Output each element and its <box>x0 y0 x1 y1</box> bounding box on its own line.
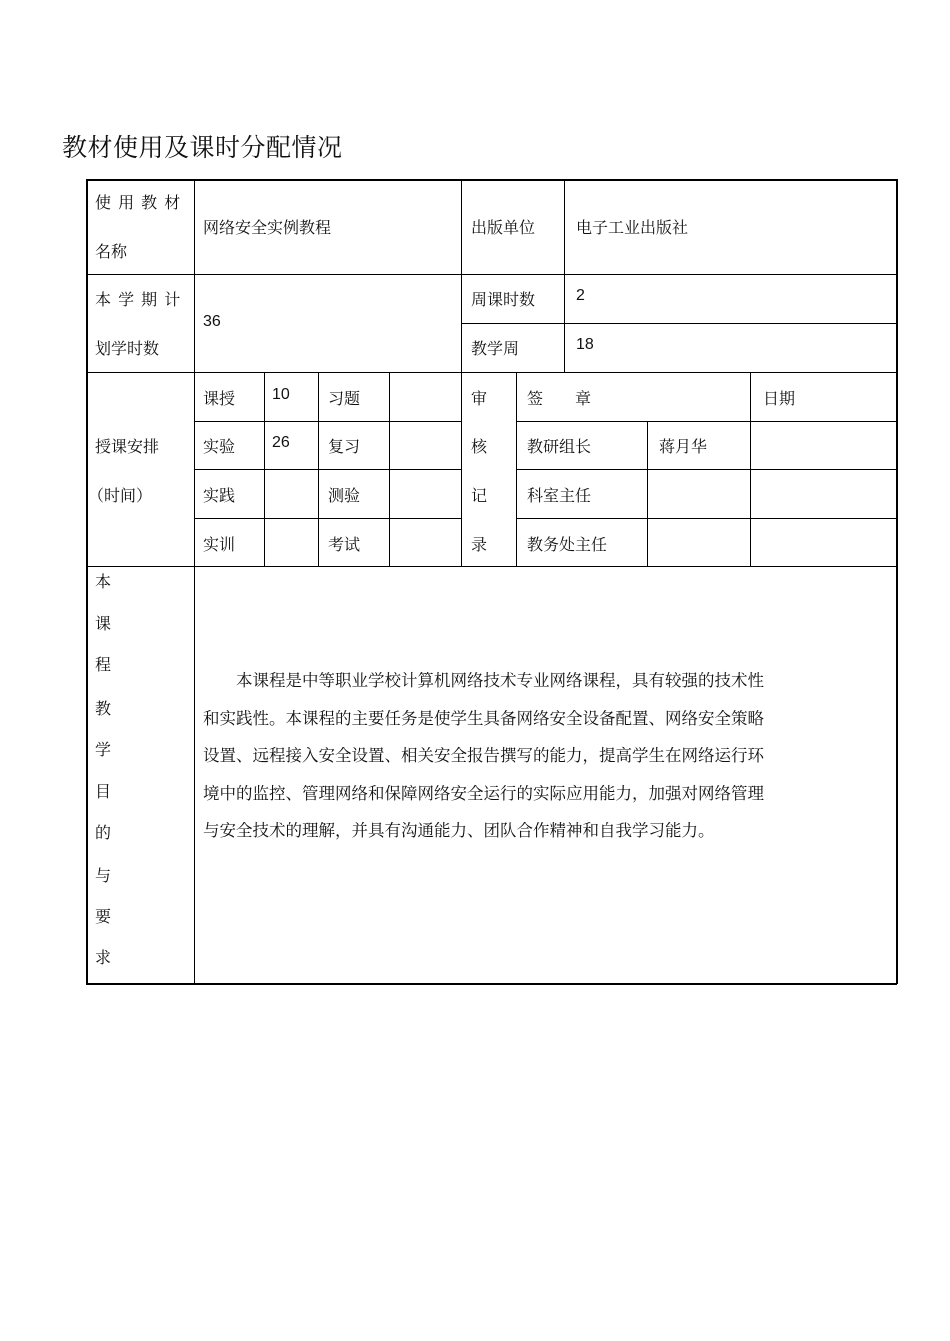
table-rule <box>389 372 390 567</box>
table-rule <box>194 518 461 519</box>
table-border-right <box>896 179 898 984</box>
teaching-weeks-value: 18 <box>576 336 594 353</box>
plan-hours-value: 36 <box>203 313 221 330</box>
signature-header: 签 章 <box>527 389 592 408</box>
objectives-label-char: 要 <box>95 907 112 926</box>
table-rule <box>318 372 319 567</box>
objectives-label-char: 教 <box>95 699 112 718</box>
objectives-label-char: 程 <box>95 655 112 674</box>
objectives-label-char: 目 <box>95 782 112 801</box>
paragraph-line: 本课程是中等职业学校计算机网络技术专业网络课程，具有较强的技术性 <box>203 671 764 690</box>
table-rule <box>516 518 897 519</box>
schedule-type: 复习 <box>328 437 361 456</box>
table-rule <box>750 372 751 567</box>
table-rule <box>264 372 265 567</box>
schedule-type: 实训 <box>203 535 236 554</box>
schedule-type: 实验 <box>203 437 236 456</box>
objectives-label-char: 求 <box>95 948 112 967</box>
paragraph-line: 设置、远程接入安全设置、相关安全报告撰写的能力，提高学生在网络运行环 <box>203 746 764 765</box>
textbook-name-label-line2: 名称 <box>95 242 128 261</box>
page-title: 教材使用及课时分配情况 <box>62 133 343 162</box>
table-rule <box>86 372 897 373</box>
schedule-type: 课授 <box>203 389 236 408</box>
schedule-label-line2: （时间） <box>88 486 153 505</box>
schedule-type: 实践 <box>203 486 236 505</box>
objectives-label-char: 本 <box>95 572 112 591</box>
table-border-top <box>86 179 897 181</box>
paragraph-line: 与安全技术的理解，并具有沟通能力、团队合作精神和自我学习能力。 <box>203 821 715 840</box>
date-header: 日期 <box>763 389 796 408</box>
table-rule <box>194 421 461 422</box>
review-label-char: 记 <box>471 486 488 505</box>
schedule-label: 授课安排 <box>95 437 160 456</box>
paragraph-line: 和实践性。本课程的主要任务是使学生具备网络安全设备配置、网络安全策略 <box>203 708 764 728</box>
table-rule <box>461 179 462 567</box>
schedule-type: 测验 <box>328 486 361 505</box>
table-border-left <box>86 179 88 984</box>
table-border-bottom <box>86 983 897 985</box>
table-rule <box>194 179 195 984</box>
review-role: 教务处主任 <box>527 535 608 554</box>
paragraph-line: 境中的监控、管理网络和保障网络安全运行的实际应用能力，加强对网络管理 <box>203 783 764 803</box>
schedule-type: 习题 <box>328 389 361 408</box>
table-rule <box>564 179 565 373</box>
teaching-weeks-label: 教学周 <box>471 339 520 358</box>
schedule-hours: 10 <box>272 386 290 403</box>
table-rule <box>86 274 897 275</box>
table-rule <box>516 372 517 567</box>
schedule-hours: 26 <box>272 434 290 451</box>
review-label-char: 录 <box>471 535 488 554</box>
objectives-label-char: 的 <box>95 823 112 842</box>
plan-hours-label-line2: 划学时数 <box>95 339 160 358</box>
plan-hours-label: 本 学 期 计 <box>95 290 182 309</box>
objectives-label-char: 与 <box>95 866 112 885</box>
textbook-name-value: 网络安全实例教程 <box>203 218 332 237</box>
table-rule <box>516 469 897 470</box>
objectives-label-char: 学 <box>95 740 112 759</box>
textbook-name-label: 使 用 教 材 <box>95 193 182 212</box>
review-label-char: 核 <box>471 437 488 456</box>
table-rule <box>647 421 648 567</box>
review-label-char: 审 <box>471 389 488 408</box>
review-role: 教研组长 <box>527 437 592 456</box>
objectives-label-char: 课 <box>95 614 112 633</box>
table-rule <box>516 421 897 422</box>
table-rule <box>194 469 461 470</box>
publisher-value: 电子工业出版社 <box>576 218 689 237</box>
table-rule <box>86 566 897 567</box>
weekly-hours-label: 周课时数 <box>471 290 536 309</box>
review-role: 科室主任 <box>527 486 592 505</box>
review-signer: 蒋月华 <box>659 437 708 456</box>
schedule-type: 考试 <box>328 535 361 554</box>
publisher-label: 出版单位 <box>471 218 536 237</box>
table-rule <box>461 323 897 324</box>
weekly-hours-value: 2 <box>576 287 585 304</box>
objectives-paragraph <box>203 662 803 850</box>
